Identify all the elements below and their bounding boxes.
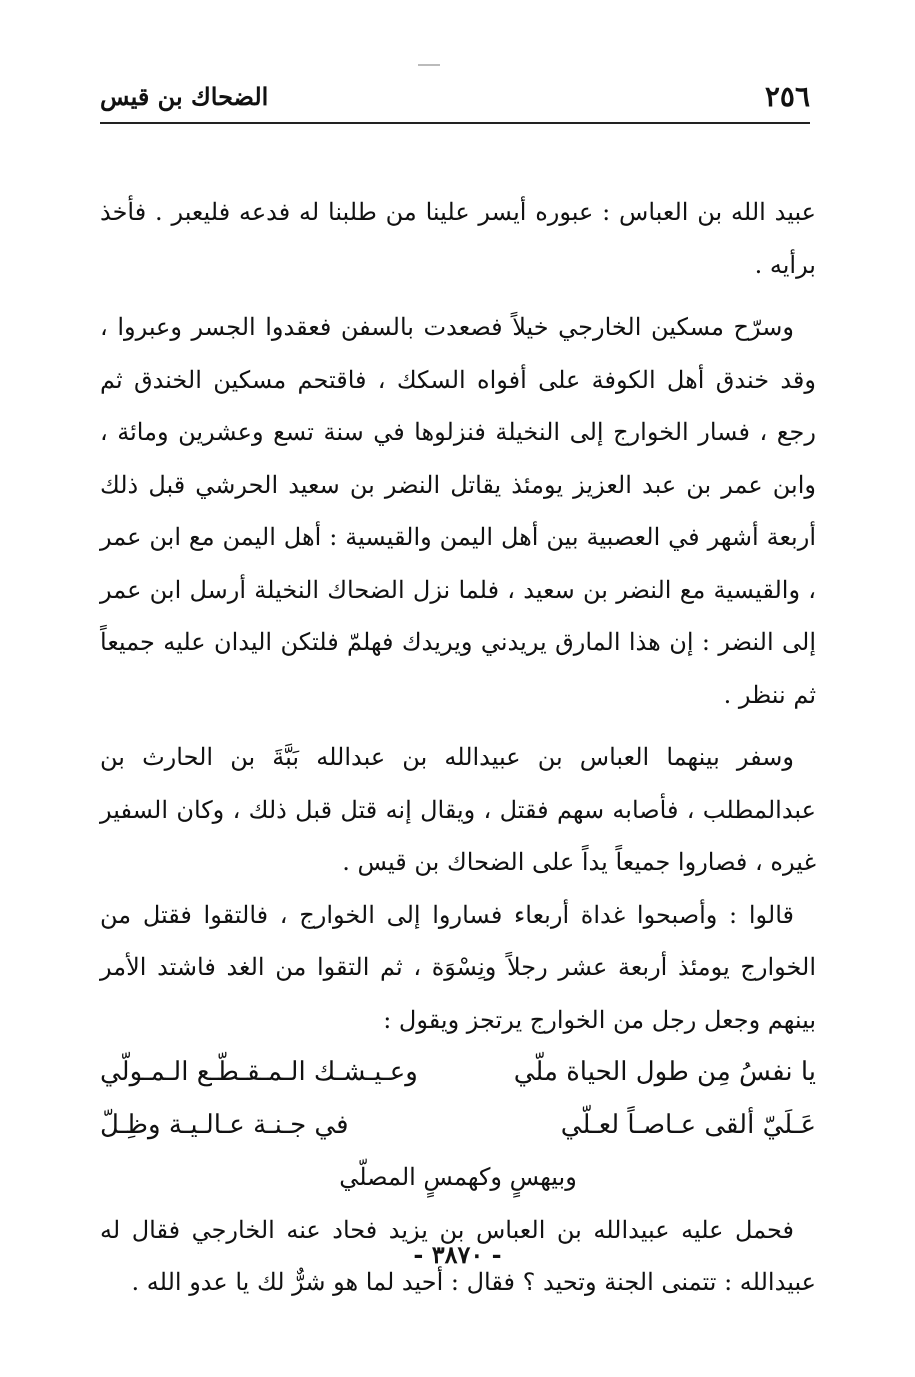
poem-line-1 <box>100 1046 816 1099</box>
paragraph-1: عبيد الله بن العباس : عبوره أيسر علينا من طلبنا له فدعه فليعبر . فأخذ برأيه . <box>100 198 816 279</box>
paragraph-2: وسرّح مسكين الخارجي خيلاً فصعدت بالسفن فعقدوا الجسر وعبروا ، وقد خندق أهل الكوفة على أفواه السكك ، فاقتحم مسكين الخندق ثم رجع ، فسار الخوارج إلى النخيلة فنزلوها في سنة تسع وعشرين ومائة ، وابن عمر بن عبد العزيز يومئذ يقاتل النضر بن سعيد الحرشي قبل ذلك أربعة أشهر في العصبية بين أهل اليمن والقيسية : أهل اليمن مع ابن عمر ، والقيسية مع النضر بن سعيد ، فلما نزل الضحاك النخيلة أرسل ابن عمر إلى النضر : إن هذا المارق يريدني ويريدك فهلمّ فلتكن اليدان عليه جميعاً ثم ننظر . <box>100 313 816 709</box>
running-header <box>100 74 810 124</box>
poem-line-1-first-hemistich: يا نفسُ مِن طول الحياة ملّي <box>513 1057 816 1087</box>
body-text <box>100 186 816 1309</box>
poem-line-2-first-hemistich: عَـلَيّ ألقى عـاصـاً لعـلّي <box>560 1109 816 1140</box>
scan-mark <box>418 64 440 66</box>
paragraph-3: وسفر بينهما العباس بن عبيدالله بن عبدالله بَبَّةَ بن الحارث بن عبدالمطلب ، فأصابه سهم فقتل ، ويقال إنه قتل قبل ذلك ، وكان السفير غيره ، فصاروا جميعاً يداً على الضحاك بن قيس . <box>100 743 816 876</box>
page-number: ٢٥٦ <box>764 80 810 113</box>
paragraph-4: قالوا : وأصبحوا غداة أربعاء فساروا إلى الخوارج ، فالتقوا فقتل من الخوارج يومئذ أربعة عشر رجلاً ونِسْوَة ، ثم التقوا من الغد فاشتد الأمر بينهم وجعل رجل من الخوارج يرتجز ويقول : <box>100 900 816 1034</box>
poem-line-2-second-hemistich: في جـنـة عـالـيـة وظِـلّ <box>100 1109 349 1140</box>
header-title: الضحاك بن قيس <box>100 82 269 111</box>
poem-line-1-second-hemistich: وعـيـشـك الـمـقـطّـع الـمـولّي <box>100 1057 418 1087</box>
closing-paragraph: فحمل عليه عبيدالله بن العباس بن يزيد فحاد عنه الخارجي فقال له عبيدالله : تتمنى الجنة وتحيد ؟ فقال : أحيد لما هو شرٌّ لك يا عدو الله . <box>100 1215 816 1296</box>
poem <box>100 1046 816 1204</box>
folio-number: - ٣٨٧٠ - <box>413 1240 502 1269</box>
poem-line-2 <box>100 1099 816 1152</box>
poem-line-3: وبيهسٍ وكهمسٍ المصلّي <box>339 1163 577 1191</box>
